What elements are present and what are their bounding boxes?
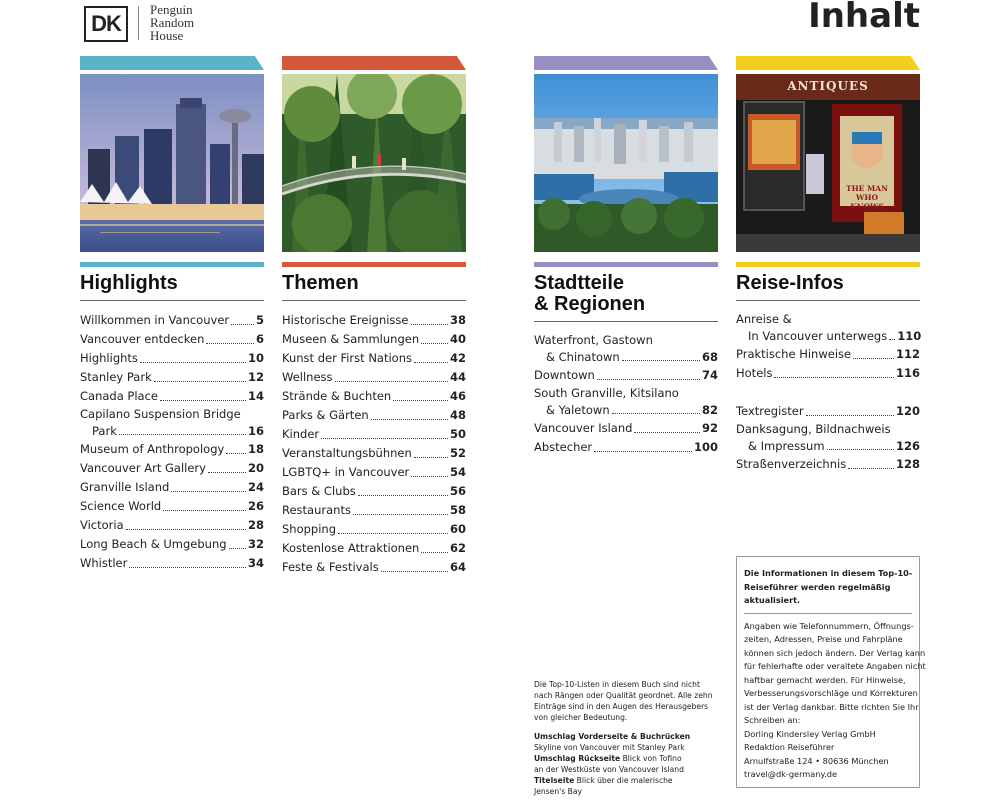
toc-entry-label: LGBTQ+ in Vancouver xyxy=(282,465,410,479)
info-line: für fehlerhafte oder veraltete Angaben nicht xyxy=(744,661,926,671)
toc-reise-infos xyxy=(736,311,920,474)
toc-entry[interactable] xyxy=(282,425,466,444)
toc-entry[interactable] xyxy=(282,520,466,539)
toc-page-number: 92 xyxy=(701,421,718,435)
toc-entry[interactable] xyxy=(534,419,718,438)
toc-leader-dots xyxy=(634,432,700,433)
toc-entry-label: Waterfront, Gastown xyxy=(534,333,653,347)
toc-page-number: 50 xyxy=(449,427,466,441)
toc-page-number: 5 xyxy=(255,313,264,327)
info-line: können sich jedoch ändern. Der Verlag kann xyxy=(744,647,926,658)
toc-leader-dots xyxy=(371,419,448,420)
toc-page-number: 32 xyxy=(247,537,264,551)
toc-entry[interactable] xyxy=(80,349,264,368)
toc-page-number: 60 xyxy=(449,522,466,536)
info-line: ist der Verlag dankbar. Bitte richten Sie Ihr xyxy=(744,701,919,712)
toc-entry-label: South Granville, Kitsilano xyxy=(534,386,679,400)
toc-leader-dots xyxy=(853,358,894,359)
toc-leader-dots xyxy=(126,529,246,530)
toc-leader-dots xyxy=(827,449,894,450)
toc-entry[interactable] xyxy=(282,368,466,387)
toc-entry[interactable] xyxy=(80,387,264,406)
info-line: Verbesserungsvorschläge und Korrekturen xyxy=(744,688,918,698)
toc-page-number: 42 xyxy=(449,351,466,365)
toc-entry-label: Granville Island xyxy=(80,480,170,494)
toc-entry[interactable] xyxy=(534,332,718,366)
toc-page-number: 40 xyxy=(449,332,466,346)
toc-page-number: 56 xyxy=(449,484,466,498)
cover-credit-heading: Umschlag Vorderseite & Buchrücken xyxy=(534,732,691,741)
toc-page-number: 128 xyxy=(895,457,920,471)
toc-entry-label: Feste & Festivals xyxy=(282,560,379,574)
info-line: Dorling Kindersley Verlag GmbH xyxy=(744,728,876,739)
info-email[interactable]: travel@dk-germany.de xyxy=(744,769,837,779)
toc-page-number: 28 xyxy=(247,518,264,532)
cover-credit-text: Blick über die malerische xyxy=(574,776,673,785)
toc-page-number: 14 xyxy=(247,389,264,403)
note-line: nach Rängen oder Qualität geordnet. Alle zehn xyxy=(534,691,713,700)
toc-entry-label: Highlights xyxy=(80,351,138,365)
column-stadtteile xyxy=(534,56,718,457)
toc-entry-label: Downtown xyxy=(534,368,595,382)
toc-leader-dots xyxy=(154,381,246,382)
toc-page-number: 62 xyxy=(449,541,466,555)
cover-credit-line: Skyline von Vancouver mit Stanley Park xyxy=(534,743,685,752)
toc-leader-dots xyxy=(889,339,895,340)
section-title-line: & Regionen xyxy=(534,293,646,315)
publisher-line: Penguin xyxy=(150,2,193,17)
toc-entry[interactable] xyxy=(80,311,264,330)
section-title-highlights xyxy=(80,273,264,301)
note-line: von gleicher Bedeutung. xyxy=(534,713,628,722)
color-bar-stadtteile xyxy=(534,56,718,70)
section-title-line: Stadtteile xyxy=(534,272,625,294)
toc-entry-label: Kostenlose Attraktionen xyxy=(282,541,420,555)
page-title: Inhalt xyxy=(808,0,920,36)
toc-leader-dots xyxy=(421,343,448,344)
toc-leader-dots xyxy=(160,400,246,401)
toc-entry-label-cont: & Impressum xyxy=(748,439,825,453)
toc-entry-label: Praktische Hinweise xyxy=(736,347,852,361)
toc-leader-dots xyxy=(231,324,254,325)
toc-entry[interactable] xyxy=(282,463,466,482)
toc-entry[interactable] xyxy=(80,554,264,573)
toc-entry[interactable] xyxy=(282,482,466,501)
toc-page-number: 100 xyxy=(693,440,718,454)
toc-entry[interactable] xyxy=(282,349,466,368)
toc-page-number: 18 xyxy=(247,442,264,456)
toc-entry-label: Museen & Sammlungen xyxy=(282,332,420,346)
toc-entry[interactable] xyxy=(736,364,920,383)
toc-entry[interactable] xyxy=(80,406,264,440)
toc-entry-label: Historische Ereignisse xyxy=(282,313,409,327)
toc-page-number: 6 xyxy=(255,332,264,346)
info-line: zeiten, Adressen, Preise und Fahrpläne xyxy=(744,634,903,644)
photo-antiques-shop xyxy=(736,74,920,252)
toc-page-number: 26 xyxy=(247,499,264,513)
toc-page-number: 82 xyxy=(701,403,718,417)
ranking-note-intro xyxy=(534,679,719,723)
toc-entry-label: Hotels xyxy=(736,366,773,380)
cover-credit-title xyxy=(534,775,719,786)
toc-leader-dots xyxy=(411,324,448,325)
toc-entry[interactable] xyxy=(282,558,466,577)
section-title-stadtteile xyxy=(534,273,718,322)
toc-entry-label: Anreise & xyxy=(736,312,792,326)
color-bar-highlights xyxy=(80,56,264,70)
toc-entry-label: Veranstaltungsbühnen xyxy=(282,446,412,460)
publisher-line: House xyxy=(150,28,184,43)
toc-entry-label: Victoria xyxy=(80,518,124,532)
toc-entry[interactable] xyxy=(80,459,264,478)
toc-page-number: 44 xyxy=(449,370,466,384)
toc-leader-dots xyxy=(358,495,448,496)
cover-credit-text: Blick von Tofino xyxy=(620,754,682,763)
toc-entry[interactable] xyxy=(80,516,264,535)
toc-leader-dots xyxy=(594,451,692,452)
publisher-name xyxy=(150,3,230,42)
toc-page-number: 46 xyxy=(449,389,466,403)
toc-leader-dots xyxy=(119,434,246,435)
toc-entry-label-cont: & Chinatown xyxy=(546,350,620,364)
cover-credit-back xyxy=(534,753,719,764)
toc-leader-dots xyxy=(338,533,448,534)
toc-spacer xyxy=(736,383,920,402)
toc-entry-label: Bars & Clubs xyxy=(282,484,356,498)
toc-leader-dots xyxy=(848,468,894,469)
toc-page-number: 126 xyxy=(895,439,920,453)
info-title-line: Reiseführer werden regelmäßig xyxy=(744,581,891,592)
photo-vancouver-waterfront xyxy=(80,74,264,252)
toc-page-number: 20 xyxy=(247,461,264,475)
toc-leader-dots xyxy=(421,552,448,553)
photo-poster-text xyxy=(840,184,894,211)
toc-page-number: 112 xyxy=(895,347,920,361)
toc-entry-label-cont: In Vancouver unterwegs xyxy=(748,329,888,343)
toc-entry[interactable] xyxy=(534,438,718,457)
column-highlights xyxy=(80,56,264,573)
toc-page-number: 12 xyxy=(247,370,264,384)
toc-page-number: 38 xyxy=(449,313,466,327)
toc-leader-dots xyxy=(774,377,894,378)
photo-sign-text: ANTIQUES xyxy=(787,79,869,93)
toc-leader-dots xyxy=(163,510,246,511)
publisher-divider xyxy=(138,6,139,40)
toc-highlights xyxy=(80,311,264,573)
toc-entry-label: Canada Place xyxy=(80,389,158,403)
toc-leader-dots xyxy=(321,438,448,439)
publisher-line: Random xyxy=(150,15,195,30)
toc-entry-label: Abstecher xyxy=(534,440,593,454)
toc-entry-label: Stanley Park xyxy=(80,370,152,384)
toc-themen xyxy=(282,311,466,577)
info-line: Arnulfstraße 124 • 80636 München xyxy=(744,755,889,766)
note-line: Die Top-10-Listen in diesem Buch sind nicht xyxy=(534,680,700,689)
toc-leader-dots xyxy=(206,343,254,344)
cover-credit-heading: Umschlag Rückseite xyxy=(534,754,621,763)
toc-entry[interactable] xyxy=(282,311,466,330)
section-title-line: Highlights xyxy=(80,272,178,294)
info-line: Angaben wie Telefonnummern, Öffnungs- xyxy=(744,620,914,631)
toc-leader-dots xyxy=(393,400,448,401)
cover-credit-front xyxy=(534,731,719,742)
toc-entry[interactable] xyxy=(534,385,718,419)
toc-entry-label: Kinder xyxy=(282,427,320,441)
toc-entry-label: Shopping xyxy=(282,522,337,536)
toc-leader-dots xyxy=(597,379,700,380)
info-line: Schreiben an: xyxy=(744,715,801,725)
info-box-divider xyxy=(744,613,912,614)
ranking-note xyxy=(534,679,719,797)
toc-entry-label: Textregister xyxy=(736,404,804,418)
toc-page-number: 68 xyxy=(701,350,718,364)
toc-page-number: 54 xyxy=(449,465,466,479)
toc-entry-label: Science World xyxy=(80,499,162,513)
toc-leader-dots xyxy=(229,548,246,549)
toc-entry-label: Long Beach & Umgebung xyxy=(80,537,227,551)
toc-page-number: 52 xyxy=(449,446,466,460)
toc-leader-dots xyxy=(335,381,448,382)
section-title-line: Themen xyxy=(282,272,359,294)
toc-leader-dots xyxy=(208,472,246,473)
info-box-title xyxy=(744,567,912,608)
toc-entry[interactable] xyxy=(534,366,718,385)
toc-page-number: 34 xyxy=(247,556,264,570)
toc-entry[interactable] xyxy=(736,455,920,474)
toc-page-number: 58 xyxy=(449,503,466,517)
toc-leader-dots xyxy=(414,457,448,458)
toc-page-number: 110 xyxy=(897,329,922,343)
toc-leader-dots xyxy=(806,415,894,416)
toc-entry[interactable] xyxy=(282,501,466,520)
title-bar-highlights xyxy=(80,262,264,267)
toc-entry-label: Willkommen in Vancouver xyxy=(80,313,230,327)
title-bar-themen xyxy=(282,262,466,267)
toc-leader-dots xyxy=(411,476,448,477)
section-title-reise-infos xyxy=(736,273,920,301)
toc-entry[interactable] xyxy=(80,440,264,459)
toc-entry[interactable] xyxy=(282,330,466,349)
toc-entry-label-cont: Park xyxy=(92,424,117,438)
toc-entry-label: Vancouver Island xyxy=(534,421,633,435)
toc-entry-label: Strände & Buchten xyxy=(282,389,392,403)
toc-entry[interactable] xyxy=(80,368,264,387)
info-title-line: Die Informationen in diesem Top-10- xyxy=(744,568,913,578)
toc-entry[interactable] xyxy=(80,478,264,497)
dk-logo: DK xyxy=(84,6,128,42)
toc-entry[interactable] xyxy=(736,421,920,455)
toc-entry-label: Straßenverzeichnis xyxy=(736,457,847,471)
toc-leader-dots xyxy=(612,413,700,414)
color-bar-reise-infos xyxy=(736,56,920,70)
toc-leader-dots xyxy=(226,453,246,454)
toc-entry-label: Whistler xyxy=(80,556,128,570)
cover-credit-line: Jensen's Bay xyxy=(534,787,582,796)
info-title-line: aktualisiert. xyxy=(744,595,801,605)
toc-entry[interactable] xyxy=(282,387,466,406)
color-bar-themen xyxy=(282,56,466,70)
toc-entry-label: Vancouver entdecken xyxy=(80,332,205,346)
toc-entry[interactable] xyxy=(80,497,264,516)
poster-line: WHO KNOWS xyxy=(850,193,884,211)
toc-leader-dots xyxy=(381,571,448,572)
toc-entry-label: Museum of Anthropology xyxy=(80,442,225,456)
toc-page-number: 16 xyxy=(247,424,264,438)
toc-stadtteile xyxy=(534,332,718,457)
toc-entry-label: Parks & Gärten xyxy=(282,408,369,422)
cover-credit-heading: Titelseite xyxy=(534,776,575,785)
info-box-body xyxy=(744,620,926,782)
title-bar-stadtteile xyxy=(534,262,718,267)
toc-entry[interactable] xyxy=(736,402,920,421)
section-title-themen xyxy=(282,273,466,301)
toc-page-number: 48 xyxy=(449,408,466,422)
note-line: Einträge sind in den Augen des Herausgebers xyxy=(534,702,709,711)
toc-entry[interactable] xyxy=(282,444,466,463)
toc-entry[interactable] xyxy=(80,535,264,554)
cover-credits xyxy=(534,731,719,797)
info-box xyxy=(736,556,926,788)
photo-city-skyline xyxy=(534,74,718,252)
toc-leader-dots xyxy=(129,567,246,568)
column-themen xyxy=(282,56,466,577)
toc-entry-label-cont: & Yaletown xyxy=(546,403,610,417)
section-title-line: Reise-Infos xyxy=(736,272,844,294)
toc-entry[interactable] xyxy=(736,311,920,345)
toc-leader-dots xyxy=(622,360,700,361)
title-bar-reise-infos xyxy=(736,262,920,267)
toc-entry-label: Capilano Suspension Bridge xyxy=(80,407,241,421)
toc-entry[interactable] xyxy=(736,345,920,364)
toc-entry-label: Vancouver Art Gallery xyxy=(80,461,206,475)
toc-entry[interactable] xyxy=(282,539,466,558)
toc-entry-label: Danksagung, Bildnachweis xyxy=(736,422,891,436)
info-line: Redaktion Reiseführer xyxy=(744,742,835,752)
toc-page-number: 64 xyxy=(449,560,466,574)
toc-leader-dots xyxy=(414,362,448,363)
poster-line: THE MAN xyxy=(846,184,888,193)
toc-entry[interactable] xyxy=(282,406,466,425)
toc-entry[interactable] xyxy=(80,330,264,349)
toc-leader-dots xyxy=(171,491,246,492)
toc-page-number: 24 xyxy=(247,480,264,494)
toc-page-number: 74 xyxy=(701,368,718,382)
toc-page-number: 10 xyxy=(247,351,264,365)
toc-entry-label: Kunst der First Nations xyxy=(282,351,412,365)
toc-entry-label: Restaurants xyxy=(282,503,351,517)
column-reise-infos xyxy=(736,56,920,474)
cover-credit-line: an der Westküste von Vancouver Island xyxy=(534,765,684,774)
info-line: haftbar gemacht werden. Für Hinweise, xyxy=(744,674,906,685)
toc-page-number: 120 xyxy=(895,404,920,418)
toc-page-number: 116 xyxy=(895,366,920,380)
toc-leader-dots xyxy=(353,514,448,515)
photo-forest-walkway xyxy=(282,74,466,252)
toc-entry-label: Wellness xyxy=(282,370,333,384)
toc-leader-dots xyxy=(140,362,246,363)
